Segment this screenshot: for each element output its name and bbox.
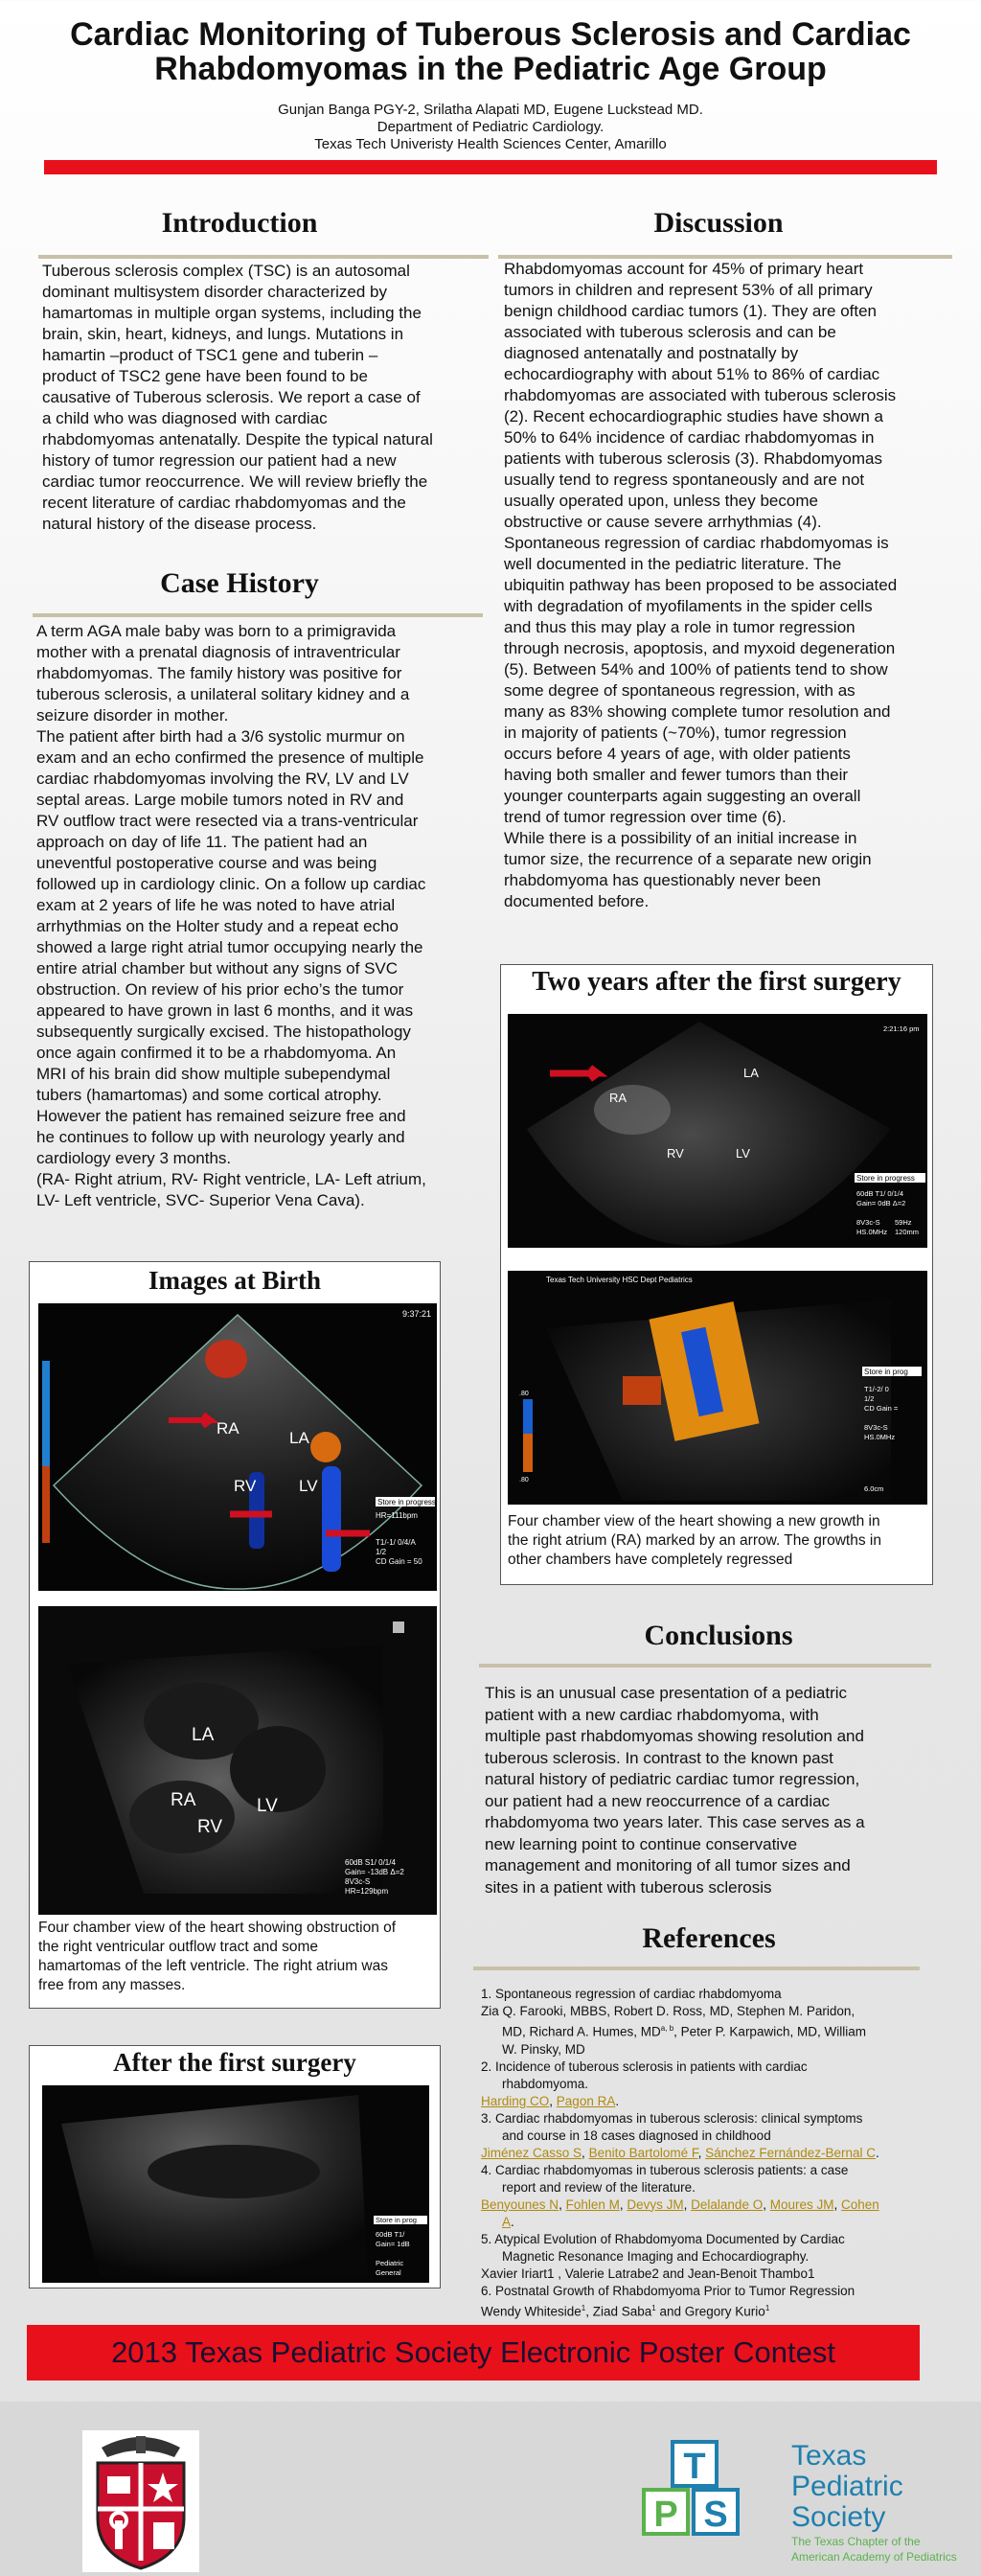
case-line: subsequently surgically excised. The histopathology	[36, 1023, 411, 1041]
discussion-line: well documented in the pediatric literature. The	[504, 555, 842, 573]
images-at-birth-caption	[38, 1919, 437, 1995]
case-line: uneventful postoperative course and was being	[36, 854, 377, 872]
case-line: tubers (hamartomas) and some cortical atrophy.	[36, 1086, 382, 1104]
color-scale-bar	[523, 1434, 533, 1472]
case-line: cardiac rhabdomyomas involving the RV, LV and LV	[36, 770, 409, 788]
tps-tagline: The Texas Chapter of the	[791, 2535, 921, 2548]
caption-line: Four chamber view of the heart showing obstruction of	[38, 1920, 397, 1936]
case-line: However the patient has remained seizure free and	[36, 1107, 406, 1125]
scale-tick: .80	[519, 1477, 529, 1484]
chamber-label: RA	[217, 1419, 240, 1438]
scale-tick: .80	[519, 1391, 529, 1397]
case-line: MRI of his brain did show multiple subependymal	[36, 1065, 391, 1083]
conclusion-line: tuberous sclerosis. In contrast to the known past	[485, 1748, 833, 1767]
echo-readout: 8V3c-S	[345, 1877, 371, 1886]
ttu-logo	[82, 2430, 199, 2572]
case-line: he continues to follow up with neurology yearly and	[36, 1128, 405, 1146]
author-text: Wendy Whiteside	[481, 2304, 582, 2318]
discussion-line: (5). Between 54% and 100% of patients tend to show	[504, 660, 888, 678]
title-line-1: Cardiac Monitoring of Tuberous Sclerosis and Cardiac	[70, 16, 911, 53]
conclusion-line: sites in a patient with tuberous sclerosis	[485, 1877, 772, 1897]
institution: Texas Tech Univeristy Health Sciences Center, Amarillo	[314, 136, 667, 152]
discussion-line: rhabdomyoma has questionably never been	[504, 871, 821, 889]
discussion-line: trend of tumor regression over time (6).	[504, 808, 787, 826]
eagle-icon	[136, 2436, 146, 2453]
echo-readout: HS.0MHz	[856, 1228, 888, 1236]
echo-readout: General	[376, 2268, 401, 2277]
intro-line: brain, skin, heart, kidneys, and lungs. Mutations in	[42, 325, 404, 343]
tps-name: Pediatric	[791, 2471, 903, 2502]
case-line: LV- Left ventricle, SVC- Superior Vena Cava).	[36, 1191, 365, 1209]
chamber-cavity	[148, 2145, 320, 2198]
intro-line: history of tumor regression our patient had a new	[42, 451, 397, 470]
discussion-line: documented before.	[504, 892, 650, 910]
references-rule	[473, 1966, 920, 1970]
case-line: RV outflow tract were resected via a trans-ventricular	[36, 812, 419, 830]
reference-6-authors	[481, 2300, 931, 2321]
case-line: once again confirmed it to be a rhabdomyoma. An	[36, 1044, 397, 1062]
echo-birth-gray-svg	[38, 1606, 437, 1915]
echo-readout: Gain= 0dB Δ=2	[856, 1199, 906, 1208]
caption-line: hamartomas of the left ventricle. The right atrium was	[38, 1958, 388, 1974]
color-scale-bar	[523, 1399, 533, 1434]
case-history-heading: Case History	[160, 567, 319, 599]
discussion-line: usually tend to regress spontaneously and are not	[504, 471, 865, 489]
caption-line: the right atrium (RA) marked by an arrow. The growths in	[508, 1532, 881, 1549]
intro-line: a child who was diagnosed with cardiac	[42, 409, 328, 427]
after-first-surgery-heading: After the first surgery	[113, 2048, 356, 2077]
echo-readout: HR=111bpm	[376, 1511, 418, 1520]
discussion-line: patients with tuberous sclerosis (3). Rhabdomyomas	[504, 449, 882, 468]
author-superscript: 1	[764, 2303, 770, 2312]
author-link[interactable]: Benyounes N	[481, 2196, 559, 2212]
case-line: approach on day of life 11. The patient had an	[36, 833, 368, 851]
author-link[interactable]: Moures JM	[769, 2196, 834, 2212]
discussion-line: many as 83% showing complete tumor resolution and	[504, 702, 891, 721]
conclusions-heading: Conclusions	[644, 1620, 793, 1651]
reference-2-authors: Harding CO, Pagon RA.	[481, 2093, 620, 2108]
author-link[interactable]: Sánchez Fernández-Bernal C	[705, 2145, 876, 2160]
color-doppler-blob	[205, 1340, 247, 1378]
conclusion-line: our patient had a new reoccurrence of a cardiac	[485, 1791, 831, 1810]
key-icon	[115, 2520, 123, 2549]
case-line: showed a large right atrial tumor occupying nearly the	[36, 938, 423, 956]
references-list	[481, 1986, 931, 2320]
chamber-label: RV	[234, 1477, 257, 1495]
conclusion-line: This is an unusual case presentation of a pediatric	[485, 1684, 848, 1702]
tps-tagline: American Academy of Pediatrics	[791, 2550, 957, 2564]
author-link[interactable]: Pagon RA	[556, 2093, 616, 2108]
echo-readout: Gain= 1dB	[376, 2240, 410, 2248]
reference-5-authors: Xavier Iriart1 , Valerie Latrabe2 and Jean-Benoit Thambo1	[481, 2266, 815, 2281]
conclusions-text	[485, 1683, 935, 1898]
chamber-label: RV	[197, 1817, 223, 1837]
reference-2-title: 2. Incidence of tuberous sclerosis in patients with cardiac	[481, 2058, 808, 2074]
introduction-rule	[38, 255, 489, 259]
conclusion-line: rhabdomyoma two years later. This case serves as a	[485, 1813, 865, 1831]
tps-letter: T	[683, 2447, 706, 2487]
case-line: (RA- Right atrium, RV- Right ventricle, LA- Left atrium,	[36, 1170, 426, 1188]
reference-4-authors: Benyounes N, Fohlen M, Devys JM, Delalande O, Moures JM, Cohen	[481, 2196, 879, 2212]
case-line: septal areas. Large mobile tumors noted in RV and	[36, 791, 404, 809]
echo-readout: 8V3c-S	[864, 1423, 888, 1432]
discussion-text	[504, 259, 954, 912]
conclusion-line: new learning point to continue conservative	[485, 1834, 798, 1853]
discussion-line: through necrosis, apoptosis, and myxoid degeneration	[504, 639, 896, 657]
reference-1-authors: W. Pinsky, MD	[502, 2041, 585, 2057]
tps-logo	[640, 2438, 973, 2572]
echo-readout: 1/2	[376, 1548, 387, 1556]
reference-3-authors: Jiménez Casso S, Benito Bartolomé F, Sánchez Fernández-Bernal C.	[481, 2145, 879, 2160]
echo-readout: 1/2	[864, 1394, 875, 1403]
title-line-2: Rhabdomyomas in the Pediatric Age Group	[154, 51, 827, 87]
two-years-caption	[508, 1512, 927, 1570]
echo-readout: CD Gain = 50	[376, 1557, 422, 1566]
intro-line: cardiac tumor reoccurrence. We will review briefly the	[42, 472, 428, 491]
chamber-label: LV	[257, 1796, 278, 1816]
reference-4-title: report and review of the literature.	[502, 2179, 696, 2195]
echo-readout: CD Gain =	[864, 1404, 899, 1413]
reference-1-authors	[481, 2020, 931, 2041]
tps-name: Texas	[791, 2440, 867, 2472]
poster-title	[38, 17, 943, 86]
echo-image-two-years-color	[508, 1271, 927, 1505]
case-history-rule	[33, 613, 483, 617]
echo-readout: Pediatric	[376, 2259, 404, 2267]
caption-line: other chambers have completely regressed	[508, 1552, 793, 1568]
book-icon	[107, 2476, 130, 2494]
case-history-text	[36, 621, 506, 1211]
echo-image-birth-gray	[38, 1606, 437, 1915]
conclusion-line: patient with a new cardiac rhabdomyoma, with	[485, 1705, 819, 1724]
case-line: cardiology every 3 months.	[36, 1149, 232, 1167]
discussion-line: (2). Recent echocardiographic studies have shown a	[504, 407, 883, 426]
author-link[interactable]: Jiménez Casso S	[481, 2145, 582, 2160]
echo-readout: Store in progress	[856, 1174, 915, 1183]
echo-readout: 120mm	[895, 1228, 920, 1236]
introduction-text	[42, 261, 502, 535]
echo-readout: 6.0cm	[864, 1484, 884, 1493]
echo-after-surgery-svg	[42, 2085, 429, 2283]
caption-line: the right ventricular outflow tract and some	[38, 1939, 319, 1955]
case-line: tuberous sclerosis, a unilateral solitary kidney and a	[36, 685, 410, 703]
echo-readout: 59Hz	[895, 1218, 912, 1227]
intro-line: dominant multisystem disorder characterized by	[42, 283, 387, 301]
grid-icon	[393, 1622, 404, 1633]
echo-readout: Gain= -13dB Δ=2	[345, 1868, 404, 1876]
chamber-cavity	[230, 1726, 326, 1812]
chamber-label: RA	[609, 1091, 627, 1105]
tps-letter: P	[653, 2495, 678, 2535]
author-link[interactable]: Harding CO	[481, 2093, 550, 2108]
author-link[interactable]: Benito Bartolomé F	[588, 2145, 698, 2160]
author-link[interactable]: Devys JM	[627, 2196, 684, 2212]
case-line: arrhythmias on the Holter study and a repeat echo	[36, 917, 399, 935]
case-line: mother with a prenatal diagnosis of intraventricular	[36, 643, 400, 661]
authors: Gunjan Banga PGY-2, Srilatha Alapati MD, Eugene Luckstead MD.	[278, 102, 703, 118]
atrial-tumor	[594, 1085, 671, 1135]
echo-timestamp: 9:37:21	[402, 1309, 432, 1319]
discussion-line: tumor size, the recurrence of a separate new origin	[504, 850, 872, 868]
color-scale-bar	[42, 1361, 50, 1466]
discussion-line: ubiquitin pathway has been proposed to be associated	[504, 576, 898, 594]
discussion-line: obstructive or cause severe arrhythmias (4).	[504, 513, 822, 531]
conclusion-line: natural history of pediatric cardiac tumor regression,	[485, 1770, 860, 1788]
discussion-line: Rhabdomyomas account for 45% of primary heart	[504, 260, 864, 278]
case-line: entire atrial chamber but without any signs of SVC	[36, 959, 399, 978]
author-link[interactable]: Delalande O	[691, 2196, 764, 2212]
conclusion-line: multiple past rhabdomyomas showing resolution and	[485, 1727, 864, 1745]
intro-line: hamartin –product of TSC1 gene and tuberin –	[42, 346, 378, 364]
echo-timestamp: 2:21:16 pm	[883, 1024, 920, 1033]
references-heading: References	[642, 1922, 776, 1954]
discussion-heading: Discussion	[653, 207, 784, 239]
caption-line: Four chamber view of the heart showing a new growth in	[508, 1513, 880, 1530]
echo-two-years-gray-svg	[508, 1014, 927, 1248]
discussion-line: with degradation of myofilaments in the spider cells	[504, 597, 873, 615]
chamber-label: LV	[299, 1477, 318, 1495]
department: Department of Pediatric Cardiology.	[376, 119, 605, 135]
echo-readout: HR=129bpm	[345, 1887, 389, 1896]
discussion-line: While there is a possibility of an initial increase in	[504, 829, 857, 847]
reference-4-authors: A.	[502, 2214, 514, 2229]
echo-header-text: Texas Tech University HSC Dept Pediatrics	[546, 1276, 693, 1284]
echo-readout: T1/-1/ 0/4/A	[376, 1538, 416, 1547]
echo-readout: 60dB S1/ 0/1/4	[345, 1858, 396, 1867]
echo-readout: 60dB T1/ 0/1/4	[856, 1189, 904, 1198]
conclusions-rule	[479, 1664, 931, 1668]
author-text: and Gregory Kurio	[655, 2304, 765, 2318]
two-years-heading: Two years after the first surgery	[532, 967, 901, 997]
discussion-line: diagnosed antenatally and postnatally by	[504, 344, 799, 362]
discussion-line: rhabdomyomas are associated with tuberous sclerosis	[504, 386, 897, 404]
case-line: exam and an echo confirmed the presence of multiple	[36, 748, 424, 767]
author-link[interactable]: Cohen	[841, 2196, 879, 2212]
intro-line: causative of Tuberous sclerosis. We report a case of	[42, 388, 421, 406]
echo-readout: Store in prog	[864, 1368, 908, 1376]
discussion-line: tumors in children and represent 53% of all primary	[504, 281, 873, 299]
intro-line: Tuberous sclerosis complex (TSC) is an autosomal	[42, 262, 410, 280]
author-text: MD, Richard A. Humes, MD	[502, 2024, 661, 2039]
caption-line: free from any masses.	[38, 1977, 186, 1993]
echo-readout: Store in prog	[376, 2216, 417, 2224]
color-doppler-flow	[623, 1376, 661, 1405]
color-scale-bar	[42, 1466, 50, 1543]
reference-1-title: 1. Spontaneous regression of cardiac rhabdomyoma	[481, 1987, 782, 2001]
discussion-line: occurs before 4 years of age, with older patients	[504, 745, 851, 763]
case-line: followed up in cardiology clinic. On a follow up cardiac	[36, 875, 426, 893]
reference-3-title: 3. Cardiac rhabdomyomas in tuberous sclerosis: clinical symptoms	[481, 2110, 863, 2126]
case-line: exam at 2 years of life he was noted to have atrial	[36, 896, 396, 914]
echo-readout: T1/-2/ 0	[864, 1385, 889, 1393]
discussion-line: associated with tuberous sclerosis and can be	[504, 323, 836, 341]
case-line: A term AGA male baby was born to a primigravida	[36, 622, 397, 640]
echo-readout: 8V3c-S	[856, 1218, 880, 1227]
intro-line: natural history of the disease process.	[42, 515, 317, 533]
chamber-label: RV	[667, 1146, 684, 1161]
lamp-icon	[153, 2522, 174, 2549]
echo-two-years-color-svg	[508, 1271, 927, 1505]
contest-banner: 2013 Texas Pediatric Society Electronic Poster Contest	[27, 2325, 920, 2380]
intro-line: hamartomas in multiple organ systems, including the	[42, 304, 422, 322]
case-line: appeared to have grown in last 6 months, and it was	[36, 1001, 414, 1020]
tps-name: Society	[791, 2501, 886, 2533]
intro-line: product of TSC2 gene have been found to be	[42, 367, 368, 385]
color-doppler-blob	[310, 1432, 341, 1462]
reference-3-title: and course in 18 cases diagnosed in childhood	[502, 2128, 771, 2143]
case-line: obstruction. On review of his prior echo’s the tumor	[36, 980, 404, 999]
author-text: , Ziad Saba	[585, 2304, 652, 2318]
reference-5-title: Magnetic Resonance Imaging and Echocardiography.	[502, 2248, 810, 2264]
author-superscript: a, b	[660, 2024, 674, 2033]
chamber-label: LA	[192, 1725, 215, 1745]
echo-image-birth-color	[38, 1303, 437, 1591]
reference-2-title: rhabdomyoma.	[502, 2076, 589, 2091]
reference-5-title: 5. Atypical Evolution of Rhabdomyoma Documented by Cardiac	[481, 2231, 845, 2246]
case-line: The patient after birth had a 3/6 systolic murmur on	[36, 727, 405, 746]
reference-1-authors: Zia Q. Farooki, MBBS, Robert D. Ross, MD, Stephen M. Paridon,	[481, 2004, 856, 2018]
ttu-seal-svg	[82, 2430, 199, 2572]
discussion-line: some degree of spontaneous regression, with as	[504, 681, 856, 700]
discussion-line: 50% to 64% incidence of cardiac rhabdomyomas in	[504, 428, 875, 447]
author-link[interactable]: Fohlen M	[565, 2196, 620, 2212]
discussion-line: Spontaneous regression of cardiac rhabdomyomas is	[504, 534, 889, 552]
title-divider-bar	[44, 160, 937, 174]
introduction-heading: Introduction	[161, 207, 318, 239]
author-superscript: 1	[581, 2303, 586, 2312]
echo-readout: 60dB T1/	[376, 2230, 405, 2239]
color-doppler-flow	[322, 1466, 341, 1572]
discussion-line: in majority of patients (~70%), tumor regression	[504, 724, 847, 742]
intro-line: recent literature of cardiac rhabdomyomas and the	[42, 494, 406, 512]
author-superscript: 1	[651, 2303, 656, 2312]
case-line: seizure disorder in mother.	[36, 706, 229, 724]
intro-line: rhabdomyomas antenatally. Despite the typical natural	[42, 430, 433, 448]
images-at-birth-heading: Images at Birth	[148, 1266, 321, 1295]
echo-birth-color-svg	[38, 1303, 437, 1591]
reference-6-title: 6. Postnatal Growth of Rhabdomyoma Prior to Tumor Regression	[481, 2283, 856, 2298]
conclusion-line: management and monitoring of all tumor sizes and	[485, 1856, 851, 1874]
chamber-label: LV	[736, 1146, 750, 1161]
discussion-line: echocardiography with about 51% to 86% of cardiac	[504, 365, 880, 383]
echo-image-after-surgery	[42, 2085, 429, 2283]
discussion-line: having both smaller and fewer tumors than their	[504, 766, 849, 784]
reference-4-title: 4. Cardiac rhabdomyomas in tuberous sclerosis patients: a case	[481, 2162, 849, 2177]
tps-letter: S	[703, 2495, 728, 2535]
echo-image-two-years-gray	[508, 1014, 927, 1248]
tps-logo-svg	[640, 2438, 973, 2572]
echo-readout: HS.0MHz	[864, 1433, 896, 1441]
case-line: rhabdomyomas. The family history was positive for	[36, 664, 402, 682]
chamber-label: LA	[743, 1066, 759, 1080]
chamber-label: LA	[289, 1429, 309, 1447]
discussion-line: and thus this may play a role in tumor regression	[504, 618, 856, 636]
discussion-line: benign childhood cardiac tumors (1). They are often	[504, 302, 878, 320]
discussion-line: usually operated upon, unless they become	[504, 492, 818, 510]
chamber-label: RA	[171, 1790, 196, 1810]
author-text: , Peter P. Karpawich, MD, William	[673, 2024, 866, 2039]
discussion-line: younger counterparts again suggesting an overall	[504, 787, 861, 805]
author-link[interactable]: A	[502, 2214, 512, 2229]
echo-readout: Store in progress	[377, 1498, 436, 1506]
